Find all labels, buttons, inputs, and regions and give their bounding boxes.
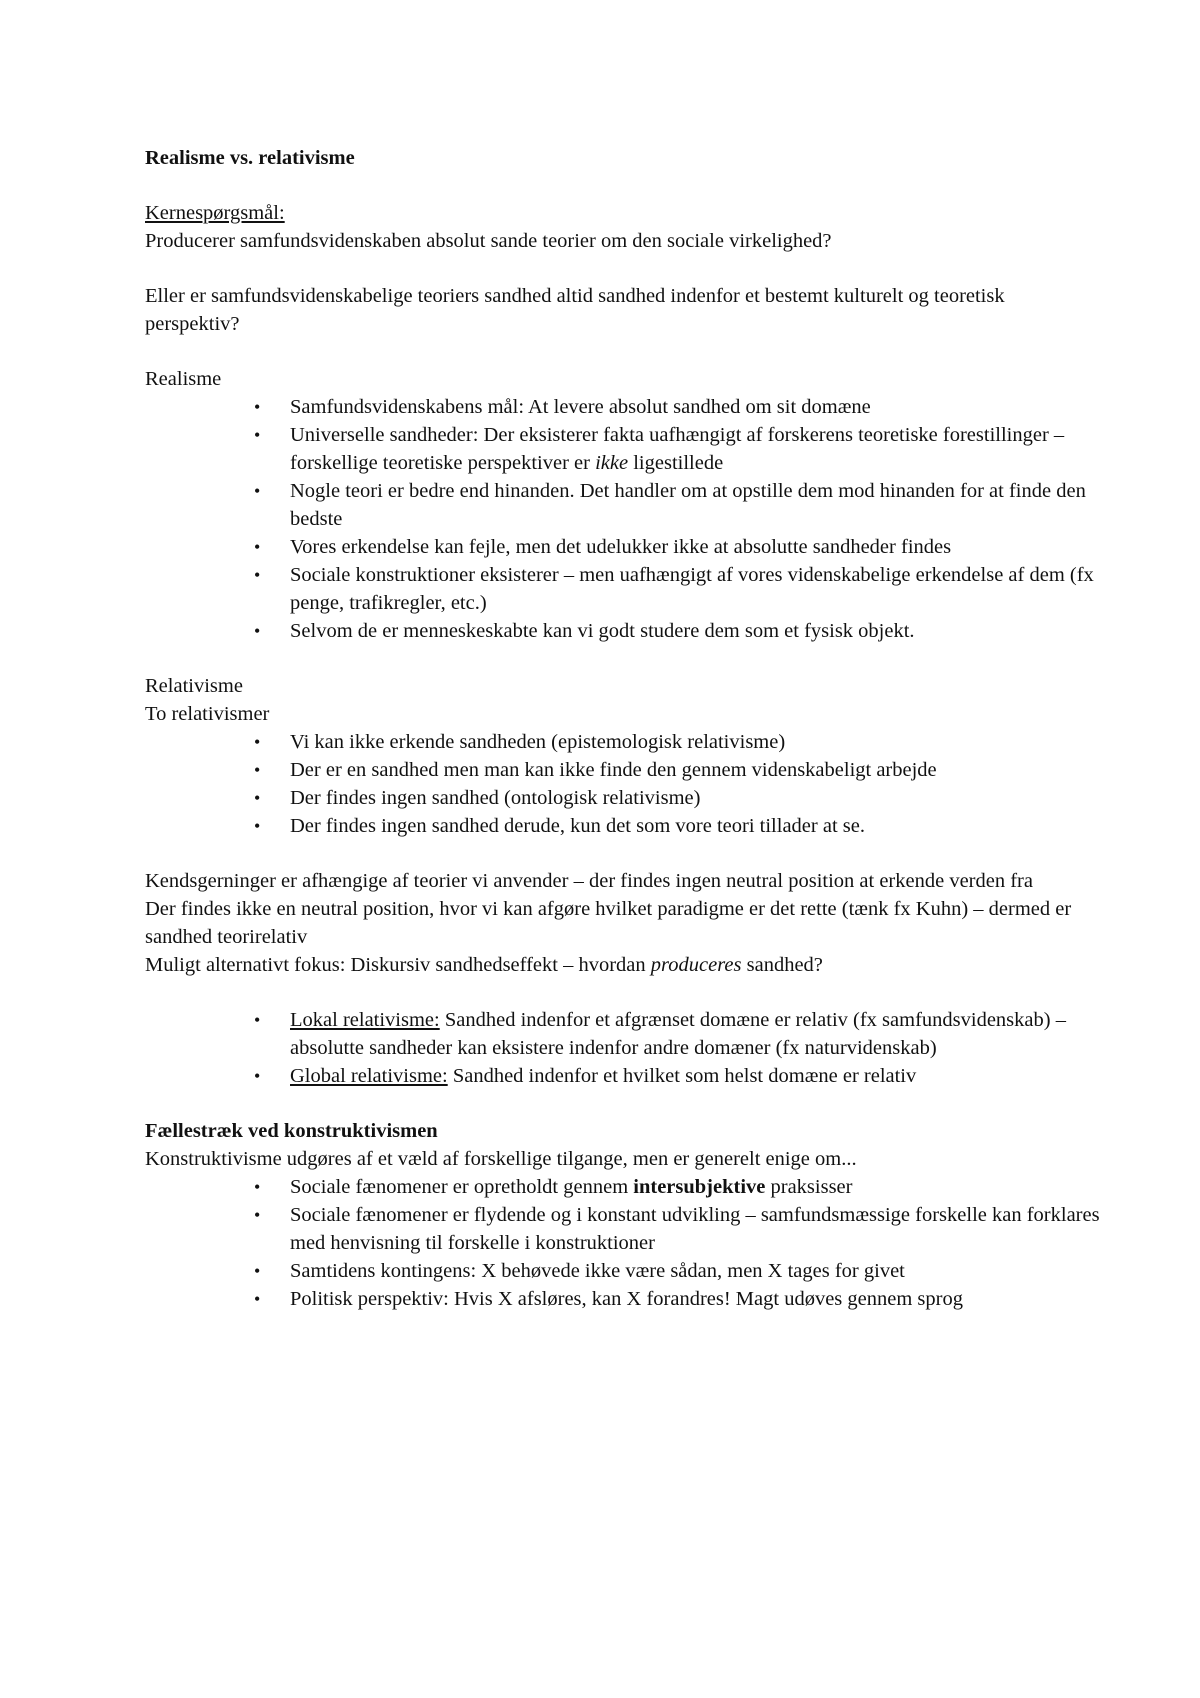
list-item-text: Der findes ingen sandhed derude, kun det som vore teori tillader at se. [290,815,865,837]
list-item-text: Samfundsvidenskabens mål: At levere absolut sandhed om sit domæne [290,396,871,418]
bullet-icon: • [254,397,261,417]
konstruktivisme-intro: Konstruktivisme udgøres af et væld af forskellige tilgange, men er generelt enige om... [145,1148,857,1170]
bold-text: intersubjektive [633,1176,766,1198]
list-item-text: Vores erkendelse kan fejle, men det udelukker ikke at absolutte sandheder findes [290,536,952,558]
bullet-icon: • [254,1177,261,1197]
list-item [254,1285,1100,1313]
list-item-text: Der er en sandhed men man kan ikke finde den gennem videnskabeligt arbejde [290,759,937,781]
realisme-list [145,393,1100,645]
list-item-text: Sociale fænomener er flydende og i konstant udvikling – samfundsmæssige forskelle kan forklares med henvisning til forskelle i konstruktioner [290,1204,1100,1254]
bullet-icon: • [254,481,261,501]
list-item [254,617,1100,645]
list-item [254,561,1100,617]
bullet-icon: • [254,565,261,585]
list-item-text: Nogle teori er bedre end hinanden. Det handler om at opstille dem mod hinanden for at finde den bedste [290,480,1086,530]
paragraph-text: Muligt alternativt fokus: Diskursiv sandhedseffekt – hvordan [145,954,651,976]
spacer [145,338,1100,365]
spacer [145,255,1100,282]
bullet-icon: • [254,1205,261,1225]
global-relativisme-label: Global relativisme: [290,1065,448,1087]
document-title: Realisme vs. relativisme [145,147,355,169]
list-item-text: Selvom de er menneskeskabte kan vi godt studere dem som et fysisk objekt. [290,620,915,642]
bullet-icon: • [254,425,261,445]
list-item [254,812,1100,840]
list-item [254,1257,1100,1285]
bullet-icon: • [254,760,261,780]
bullet-icon: • [254,1066,261,1086]
list-item-text: Universelle sandheder: Der eksisterer fakta uafhængigt af forskerens teoretiske forestillinger – forskellige teoretiske perspektiver er [290,424,1065,474]
relativisme-paragraph-1: Kendsgerninger er afhængige af teorier vi anvender – der findes ingen neutral position at erkende verden fra [145,870,1033,892]
bullet-icon: • [254,537,261,557]
list-item-text: Politisk perspektiv: Hvis X afsløres, kan X forandres! Magt udøves gennem sprog [290,1288,963,1310]
list-item [254,533,1100,561]
list-item-text: Sandhed indenfor et afgrænset domæne er relativ (fx samfundsvidenskab) – absolutte sandheder kan eksistere indenfor andre domæner (fx naturvidenskab) [290,1009,1066,1059]
list-item [254,756,1100,784]
bullet-icon: • [254,732,261,752]
relativisme-paragraph-3 [145,951,1100,979]
list-item-text: ligestillede [628,452,724,474]
realisme-heading: Realisme [145,368,222,390]
emphasis-text: produceres [650,954,742,976]
list-item [254,728,1100,756]
bullet-icon: • [254,1261,261,1281]
relativisme-subheading: To relativismer [145,703,270,725]
spacer [145,172,1100,199]
list-item [254,1201,1100,1257]
spacer [145,979,1100,1006]
spacer [145,645,1100,672]
list-item-text: Sandhed indenfor et hvilket som helst domæne er relativ [447,1065,917,1087]
konstruktivisme-list [145,1173,1100,1313]
kernespm-label: Kernespørgsmål: [145,202,285,224]
konstruktivisme-heading: Fællestræk ved konstruktivismen [145,1120,438,1142]
list-item [254,784,1100,812]
list-item-text: Vi kan ikke erkende sandheden (epistemologisk relativisme) [290,731,786,753]
bullet-icon: • [254,1010,261,1030]
list-item [254,1062,1100,1090]
emphasis-text: ikke [595,452,629,474]
list-item [254,1173,1100,1201]
bullet-icon: • [254,1289,261,1309]
bullet-icon: • [254,816,261,836]
list-item [254,421,1100,477]
kernespm-question-1: Producerer samfundsvidenskaben absolut sande teorier om den sociale virkelighed? [145,230,832,252]
spacer [145,840,1100,867]
bullet-icon: • [254,788,261,808]
spacer [145,1090,1100,1117]
relativisme-types-list [145,1006,1100,1090]
list-item-text: Samtidens kontingens: X behøvede ikke være sådan, men X tages for givet [290,1260,905,1282]
list-item [254,477,1100,533]
kernespm-question-2: Eller er samfundsvidenskabelige teoriers sandhed altid sandhed indenfor et bestemt kulturelt og teoretisk perspektiv? [145,285,1005,335]
list-item-text: Sociale fænomener er opretholdt gennem [290,1176,634,1198]
relativisme-list [145,728,1100,840]
list-item [254,393,1100,421]
paragraph-text: sandhed? [741,954,823,976]
bullet-icon: • [254,621,261,641]
list-item-text: Sociale konstruktioner eksisterer – men uafhængigt af vores videnskabelige erkendelse af dem (fx penge, trafikregler, etc.) [290,564,1094,614]
list-item [254,1006,1100,1062]
lokal-relativisme-label: Lokal relativisme: [290,1009,440,1031]
relativisme-heading: Relativisme [145,675,243,697]
list-item-text: praksisser [765,1176,853,1198]
list-item-text: Der findes ingen sandhed (ontologisk relativisme) [290,787,701,809]
relativisme-paragraph-2: Der findes ikke en neutral position, hvor vi kan afgøre hvilket paradigme er det rette (tænk fx Kuhn) – dermed er sandhed teorirelativ [145,898,1072,948]
